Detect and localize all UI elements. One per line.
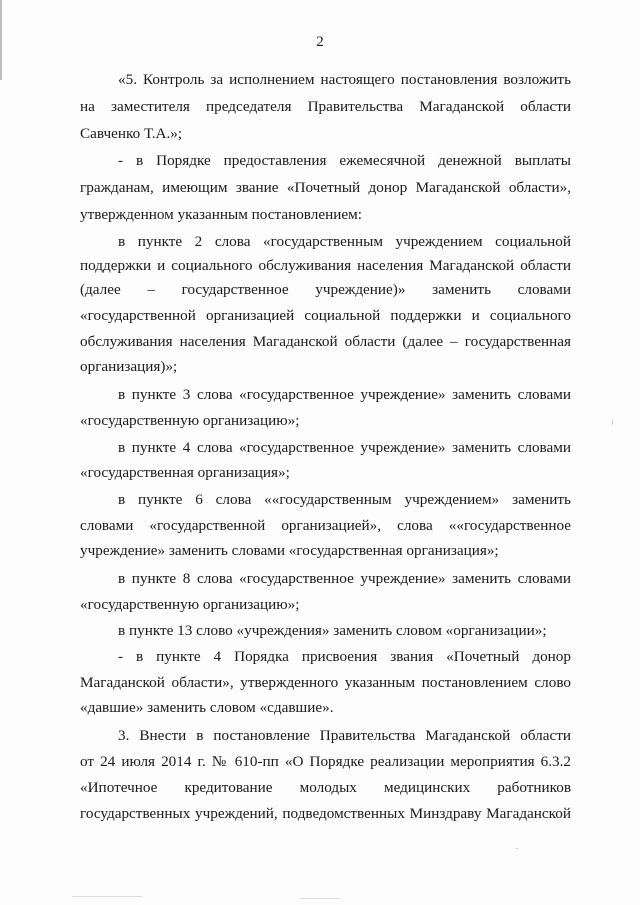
- paragraph-line: в пункте 13 слово «учреждения» заменить словом «организации»;: [118, 622, 547, 639]
- paragraph-line: в пункте 3 слова «государственное учреждение» заменить словами: [118, 386, 571, 403]
- paragraph-line: в пункте 8 слова «государственное учреждение» заменить словами: [118, 570, 571, 587]
- paragraph-line: в пункте 2 слова «государственным учреждением социальной: [118, 233, 571, 250]
- paragraph-line: (далее – государственное учреждение)» заменить словами: [80, 281, 571, 298]
- paragraph-line: в пункте 6 слова ««государственным учреждением» заменить: [118, 491, 571, 508]
- paragraph-line: словами «государственной организацией», слова ««государственное: [80, 517, 571, 534]
- paragraph-line: «государственную организацию»;: [80, 596, 300, 613]
- paragraph-line: на заместителя председателя Правительства Магаданской области: [80, 98, 571, 115]
- scan-speck: [516, 848, 518, 849]
- paragraph-line: - в Порядке предоставления ежемесячной денежной выплаты: [118, 152, 571, 169]
- paragraph-line: гражданам, имеющим звание «Почетный донор Магаданской области»,: [80, 179, 571, 196]
- paragraph-line: утвержденном указанным постановлением:: [80, 206, 362, 223]
- scan-speck: [300, 898, 340, 899]
- paragraph-line: «5. Контроль за исполнением настоящего постановления возложить: [118, 71, 571, 88]
- paragraph-line: «государственной организацией социальной поддержки и социального: [80, 307, 571, 324]
- paragraph-line: организация)»;: [80, 358, 178, 375]
- paragraph-line: поддержки и социального обслуживания населения Магаданской области: [80, 257, 571, 274]
- paragraph-line: - в пункте 4 Порядка присвоения звания «Почетный донор: [118, 648, 571, 665]
- paragraph-line: 3. Внести в постановление Правительства Магаданской области: [118, 727, 571, 744]
- scan-speck: [612, 420, 613, 425]
- page-number: 2: [316, 34, 324, 50]
- paragraph-line: обслуживания населения Магаданской области (далее – государственная: [80, 333, 571, 350]
- paragraph-line: «государственную организацию»;: [80, 412, 300, 429]
- paragraph-line: учреждение» заменить словами «государственная организация»;: [80, 542, 499, 559]
- paragraph-line: «Ипотечное кредитование молодых медицинских работников: [80, 779, 571, 796]
- paragraph-line: «давшие» заменить словом «сдавшие».: [80, 699, 334, 716]
- paragraph-line: от 24 июля 2014 г. № 610-пп «О Порядке реализации мероприятия 6.3.2: [80, 753, 571, 770]
- paragraph-line: «государственная организация»;: [80, 464, 290, 481]
- paragraph-line: Савченко Т.А.»;: [80, 125, 183, 142]
- paragraph-line: Магаданской области», утвержденного указанным постановлением слово: [80, 674, 571, 691]
- paragraph-line: в пункте 4 слова «государственное учреждение» заменить словами: [118, 439, 571, 456]
- scan-speck: [72, 896, 142, 897]
- paragraph-line: государственных учреждений, подведомственных Минздраву Магаданской: [80, 805, 571, 822]
